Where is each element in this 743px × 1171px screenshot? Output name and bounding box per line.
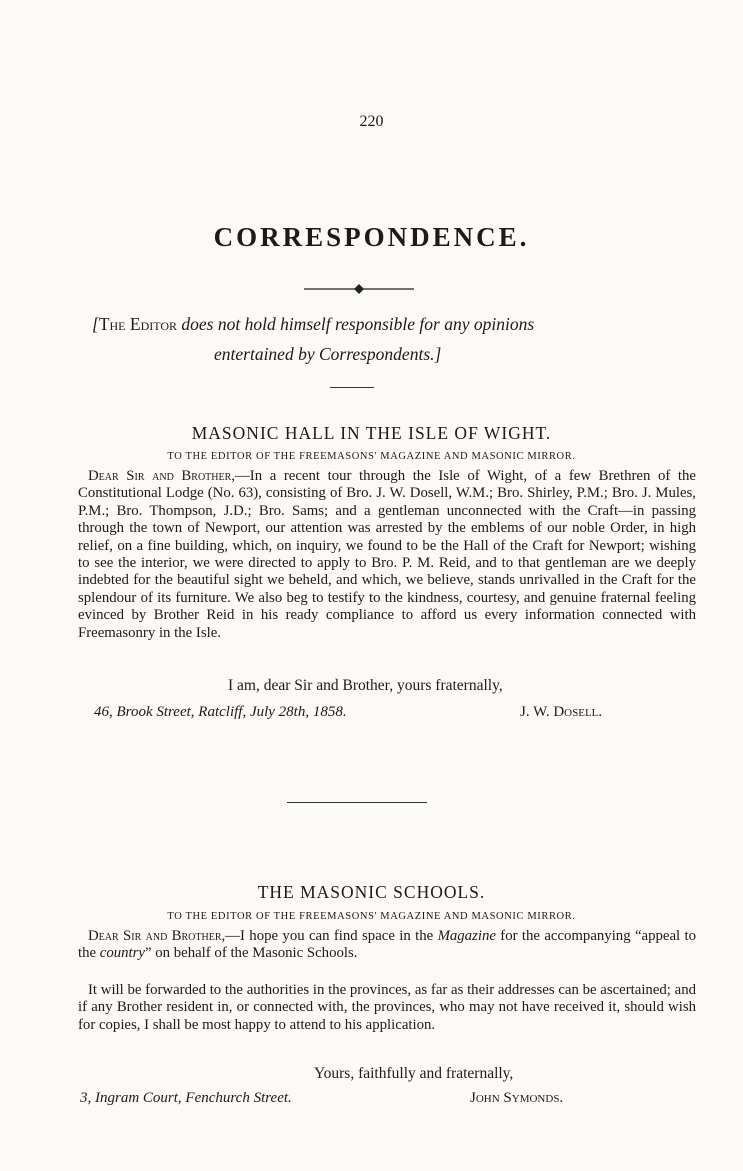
letter2-address: 3, Ingram Court, Fenchurch Street. [80,1090,292,1106]
letter2-country-word: country [99,945,145,962]
disclaimer-editor-label: The Editor [98,314,178,334]
page-number: 220 [359,113,384,130]
letter1-addressee: TO THE EDITOR OF THE FREEMASONS' MAGAZINE AND MASONIC MIRROR. [167,451,576,462]
letter2-salutation: Dear Sir and Brother, [88,928,226,944]
disclaimer-line2: entertained by Correspondents. [214,344,435,364]
letter2-signature: John Symonds. [470,1090,564,1106]
diamond-rule-ornament [304,284,414,294]
letter2-addressee: TO THE EDITOR OF THE FREEMASONS' MAGAZINE AND MASONIC MIRROR. [167,911,576,922]
editor-disclaimer: [The Editor does not hold himself responsible for any opinions entertained by Correspondents.] [92,314,535,364]
letter2-para1-end: ” on behalf of the Masonic Schools. [144,945,358,962]
letter1-body [78,468,696,642]
letter1-heading: MASONIC HALL IN THE ISLE OF WIGHT. [191,423,552,443]
letter2-para1-text: —I hope you can find space in the [225,928,438,944]
letter2-magazine-word: Magazine [437,928,496,944]
letter2-heading: THE MASONIC SCHOOLS. [257,882,486,902]
short-divider [330,387,374,388]
letter1-address: 46, Brook Street, Ratcliff, July 28th, 1858. [94,704,347,720]
letter1-closing: I am, dear Sir and Brother, yours fraternally, [228,677,503,694]
letter1-salutation: Dear Sir and Brother, [88,468,235,484]
letter2-para1-mid: for the accompanying “appeal to the [78,928,696,962]
letter2-closing: Yours, faithfully and fraternally, [314,1065,514,1082]
letter2-paragraph-2: It will be forwarded to the authorities in the provinces, as far as their addresses can be ascertained; and if any Brother resident in, or connected with, the provinces, who may not have received it, should wish for copies, I shall be most happy to attend to his application. [78,982,696,1033]
section-divider [287,802,427,803]
disclaimer-line1: does not hold himself responsible for any opinions [181,314,535,334]
letter1-body-text: —In a recent tour through the Isle of Wight, of a few Brethren of the Constitutional Lodge (No. 63), consisting of Bro. J. W. Dosell, W.M.; Bro. Shirley, P.M.; Bro. J. Mules, P.M.; Bro. Thompson, J.D.; Bro. Sams; and a gentleman unconnected with the Craft—in passing through the town of Newport, our attention was arrested by the emblems of our noble Order, in high relief, on a fine building, which, on inquiry, we found to be the Hall of the Craft for Newport; wishing to see the interior, we were directed to apply to Bro. P. M. Reid, and to that gentleman are we deeply indebted for the beautiful sight we beheld, and which, we believe, stands unrivalled in the Craft for the splendour of its furniture. We also beg to testify to the kindness, courtesy, and genuine fraternal feeling evinced by Brother Reid in his ready compliance to afford us every information connected with Freemasonry in the Isle. [78,468,696,641]
letter1-signature: J. W. Dosell. [520,704,603,720]
page-title: CORRESPONDENCE. [213,222,530,252]
letter2-paragraph-1 [78,928,696,963]
